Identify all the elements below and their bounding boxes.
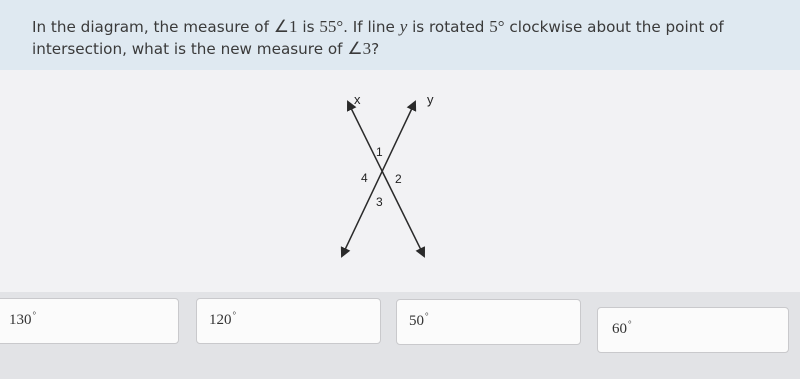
answer-choice-1[interactable]	[0, 298, 179, 344]
line-y-label: y	[427, 92, 434, 107]
angle-3-symbol: ∠3	[347, 39, 372, 58]
question-part-3: . If line	[343, 18, 395, 36]
answer-choice-3[interactable]	[396, 299, 581, 345]
answer-choice-4-value: 60	[612, 321, 627, 337]
answer-choice-1-degree: °	[32, 310, 37, 320]
diagram-area	[0, 70, 800, 292]
angle-label-3: 3	[376, 195, 383, 209]
answer-choice-1-value: 130	[9, 312, 32, 328]
answer-choice-3-degree: °	[425, 311, 429, 321]
answer-choice-1-label	[9, 312, 36, 329]
question-part-1: In the diagram, the measure of	[32, 18, 269, 36]
question-text	[32, 16, 792, 60]
answer-choice-3-label	[409, 313, 429, 330]
rotation-value: 5°	[489, 17, 505, 36]
answer-choice-4[interactable]	[597, 307, 789, 353]
question-part-4: is rotated	[412, 18, 485, 36]
answer-choices	[0, 292, 800, 379]
angle-1-symbol: ∠1	[273, 17, 298, 36]
question-part-2: is	[302, 18, 315, 36]
answer-choice-2-value: 120	[209, 312, 232, 328]
question-part-6: ?	[371, 40, 380, 58]
answer-choice-4-degree: °	[628, 319, 632, 329]
answer-choice-4-label	[612, 321, 632, 338]
line-name: y	[399, 17, 408, 36]
line-x-label: x	[354, 92, 361, 107]
line-x	[348, 102, 424, 256]
angle-label-4: 4	[361, 171, 368, 185]
angle-1-value: 55°	[319, 17, 344, 36]
answer-choice-3-value: 50	[409, 313, 424, 329]
answer-choice-2[interactable]	[196, 298, 381, 344]
line-y	[342, 102, 415, 256]
question-banner	[0, 0, 800, 70]
question-part-5: clockwise about the point of intersection, what is the new measure of	[32, 18, 724, 58]
answer-choice-2-degree: °	[232, 310, 237, 320]
intersecting-lines-diagram	[330, 90, 450, 265]
answer-choice-2-label	[209, 312, 236, 329]
angle-label-1: 1	[376, 145, 383, 159]
angle-label-2: 2	[395, 172, 402, 186]
